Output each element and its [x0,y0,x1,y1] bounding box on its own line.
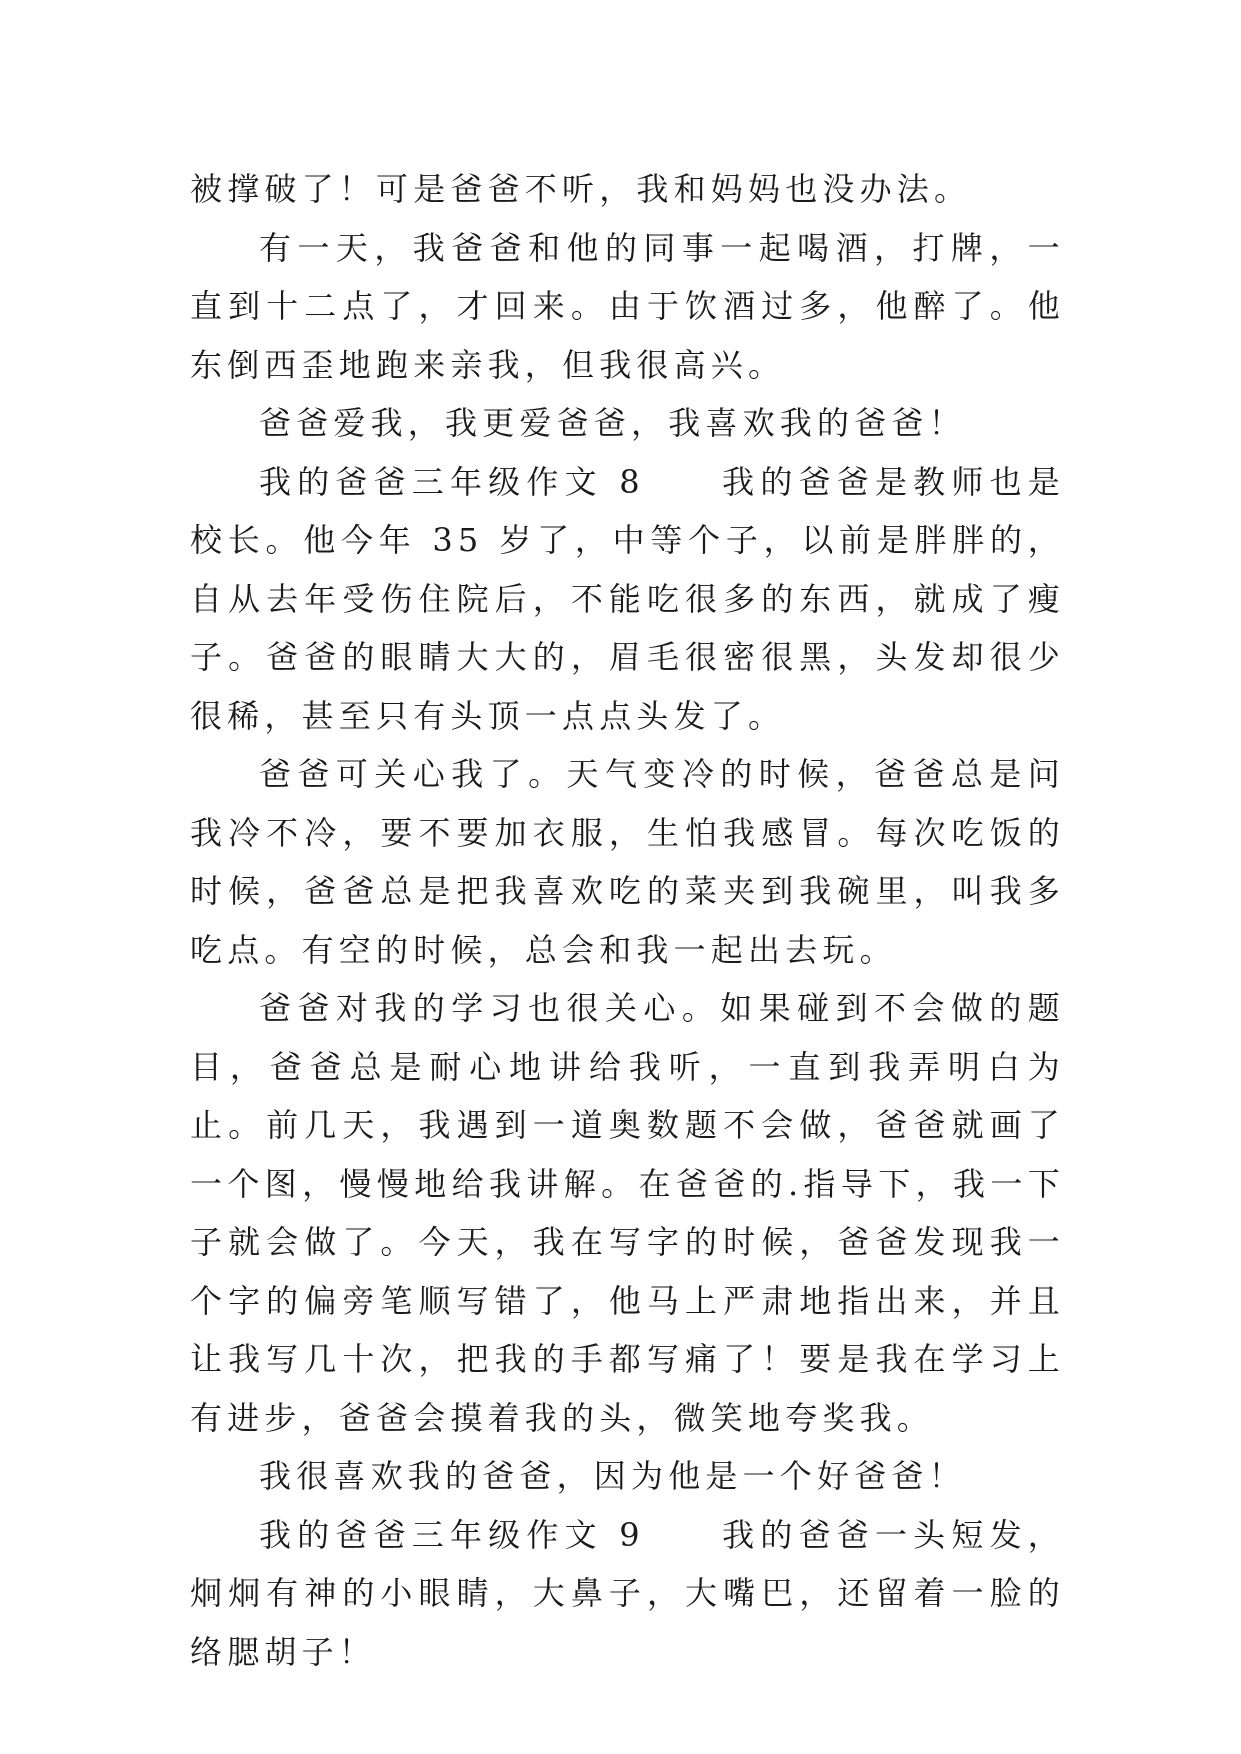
paragraph: 爸爸对我的学习也很关心。如果碰到不会做的题目，爸爸总是耐心地讲给我听，一直到我弄明白为止。前几天，我遇到一道奥数题不会做，爸爸就画了一个图，慢慢地给我讲解。在爸爸的.指导下，我一下子就会做了。今天，我在写字的时候，爸爸发现我一个字的偏旁笔顺写错了，他马上严肃地指出来，并且让我写几十次，把我的手都写痛了！要是我在学习上有进步，爸爸会摸着我的头，微笑地夸奖我。 [190,989,1065,1437]
document-body [190,160,1065,1681]
paragraph: 我很喜欢我的爸爸，因为他是一个好爸爸！ [259,1457,966,1495]
essay-heading-paragraph: 我的爸爸三年级作文 9 我的爸爸一头短发，炯炯有神的小眼睛，大鼻子，大嘴巴，还留着一脸的络腮胡子！ [190,1515,1065,1671]
paragraph: 爸爸爱我，我更爱爸爸，我喜欢我的爸爸！ [259,404,966,442]
paragraph: 被撑破了！可是爸爸不听，我和妈妈也没办法。 [190,170,972,208]
paragraph: 有一天，我爸爸和他的同事一起喝酒，打牌，一直到十二点了，才回来。由于饮酒过多，他醉了。他东倒西歪地跑来亲我，但我很高兴。 [190,228,1065,384]
paragraph: 爸爸可关心我了。天气变冷的时候，爸爸总是问我冷不冷，要不要加衣服，生怕我感冒。每次吃饭的时候，爸爸总是把我喜欢吃的菜夹到我碗里，叫我多吃点。有空的时候，总会和我一起出去玩。 [190,755,1065,969]
essay-heading-paragraph: 我的爸爸三年级作文 8 我的爸爸是教师也是校长。他今年 35 岁了，中等个子，以前是胖胖的，自从去年受伤住院后，不能吃很多的东西，就成了瘦子。爸爸的眼睛大大的，眉毛很密很黑，头发却很少很稀，甚至只有头顶一点点头发了。 [190,462,1065,735]
